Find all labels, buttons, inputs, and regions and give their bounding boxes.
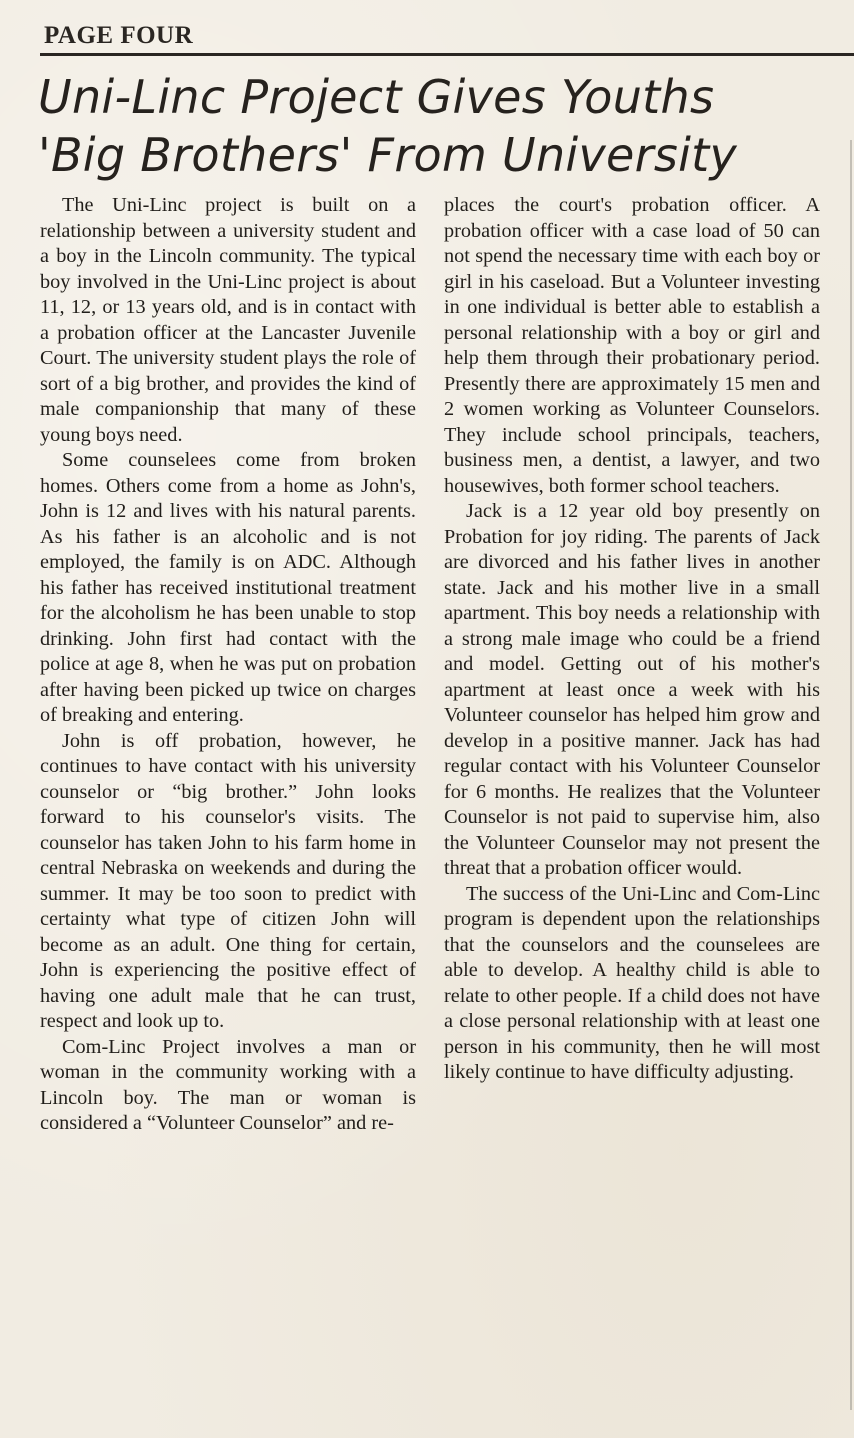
paragraph: John is off probation, however, he continues to have contact with his university counselor or “big brother.” John looks forward to his counselor's visits. The counselor has taken John to his farm home in central Nebraska on weekends and during the summer. It may be too soon to predict with certainty what type of citizen John will become as an adult. One thing for certain, John is experiencing the positive effect of having one adult male that he can trust, respect and look up to.: [40, 729, 416, 1032]
paragraph: Jack is a 12 year old boy presently on Probation for joy riding. The parents of Jack are divorced and his father lives in another state. Jack and his mother live in a small apartment. This boy needs a relationship with a strong male image who could be a friend and model. Getting out of his mother's apartment at least once a week with his Volunteer counselor has helped him grow and develop in a positive manner. Jack has had regular contact with his Volunteer Counselor for 6 months. He realizes that the Volunteer Counselor is not paid to supervise him, also the Volunteer Counselor may not present the threat that a probation officer would.: [444, 500, 820, 879]
headline-line-1: Uni-Linc Project Gives Youths: [38, 70, 715, 124]
page-label: PAGE FOUR: [44, 22, 194, 49]
paragraph: The success of the Uni-Linc and Com-Linc program is dependent upon the relationships that the counselors and the counselees are able to develop. A healthy child is able to relate to other people. If a child does not have a close personal relationship with at least one person in his community, then he will most likely continue to have difficulty adjusting.: [444, 882, 820, 1083]
paragraph: places the court's probation officer. A probation officer with a case load of 50 can not spend the necessary time with each boy or girl in his caseload. But a Volunteer investing in one individual is better able to establish a personal relationship with a boy or girl and help them through their probationary period. Presently there are approximately 15 men and 2 women working as Volunteer Counselors. They include school principals, teachers, business men, a dentist, a lawyer, and two housewives, both former school teachers.: [444, 194, 820, 497]
headline: [38, 68, 828, 184]
header-rule: [40, 53, 854, 56]
paragraph: The Uni-Linc project is built on a relationship between a university student and a boy in the Lincoln community. The typical boy involved in the Uni-Linc project is about 11, 12, or 13 years old, and is in contact with a probation officer at the Lancaster Juvenile Court. The university student plays the role of sort of a big brother, and provides the kind of male companionship that many of these young boys need.: [40, 194, 416, 446]
right-column: [444, 193, 820, 1086]
paragraph: Com-Linc Project involves a man or woman in the community working with a Lincoln boy. The man or woman is considered a “Volunteer Counselor” and re-: [40, 1035, 416, 1134]
left-column: [40, 193, 416, 1137]
headline-line-2: 'Big Brothers' From University: [38, 128, 738, 182]
paragraph: Some counselees come from broken homes. Others come from a home as John's, John is 12 and lives with his natural parents. As his father is an alcoholic and is not employed, the family is on ADC. Although his father has received institutional treatment for the alcoholism he has been unable to stop drinking. John first had contact with the police at age 8, when he was put on probation after having been picked up twice on charges of breaking and entering.: [40, 449, 416, 726]
page-edge-shadow: [850, 140, 852, 1410]
